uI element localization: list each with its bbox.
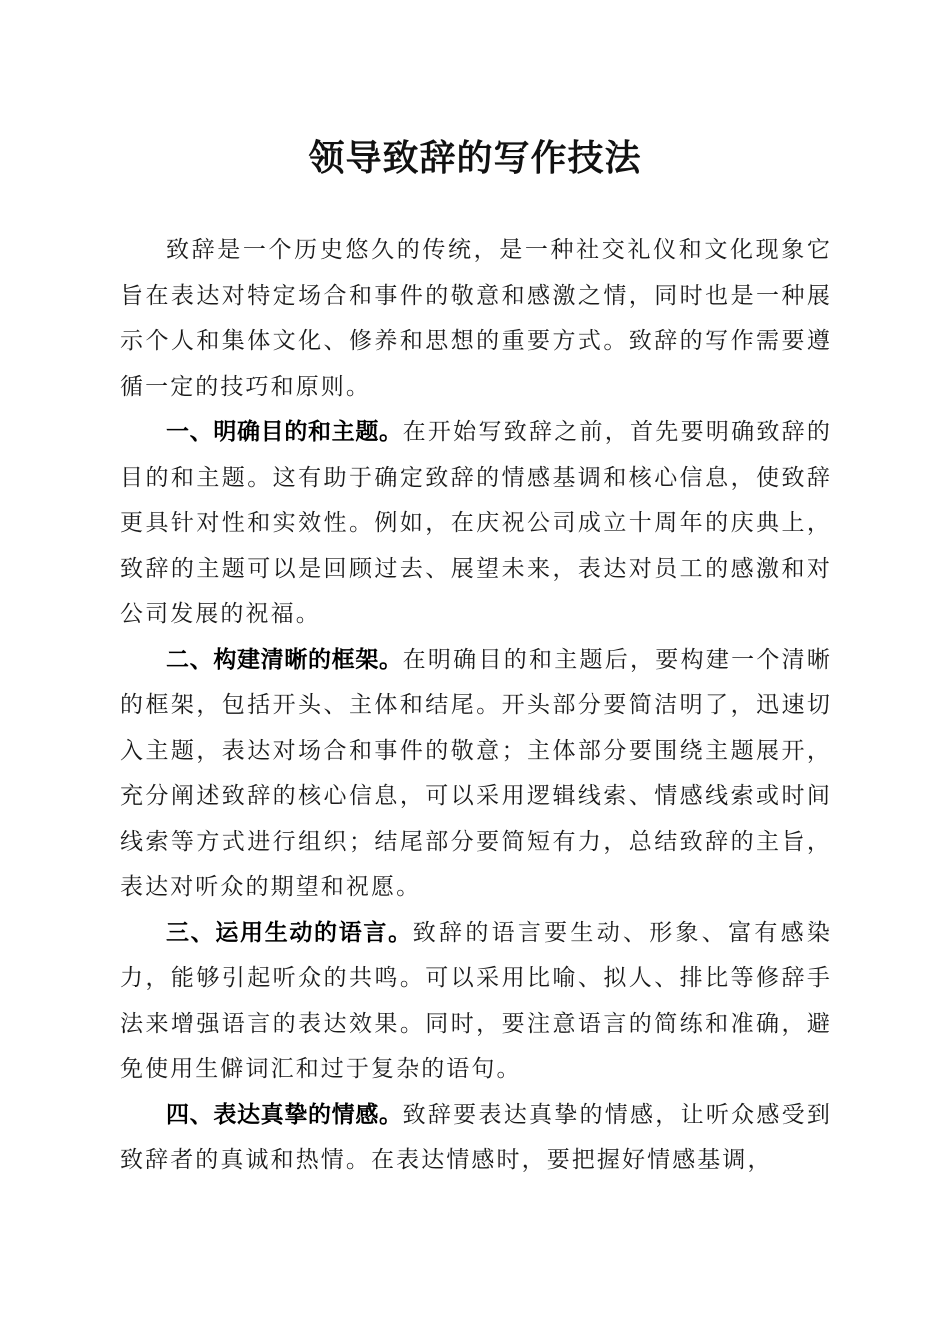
paragraph-text: 在明确目的和主题后，要构建一个清晰的框架，包括开头、主体和结尾。开头部分要简洁明了，迅速切入主题，表达对场合和事件的敬意；主体部分要围绕主题展开，充分阐述致辞的核心信息，可以采用逻辑线索、情感线索或时间线索等方式进行组织；结尾部分要简短有力，总结致辞的主旨，表达对听众的期望和祝愿。 [120, 646, 833, 900]
document-body [120, 228, 832, 1184]
paragraph-text: 致辞是一个历史悠久的传统，是一种社交礼仪和文化现象它旨在表达对特定场合和事件的敬意和感激之情，同时也是一种展示个人和集体文化、修养和思想的重要方式。致辞的写作需要遵循一定的技巧和原则。 [120, 237, 832, 400]
paragraph-section-3 [120, 911, 832, 1093]
paragraph-intro [120, 228, 832, 410]
document-title: 领导致辞的写作技法 [308, 137, 642, 179]
section-heading: 二、构建清晰的框架。 [166, 646, 403, 673]
paragraph-section-2 [120, 638, 832, 911]
section-heading: 三、运用生动的语言。 [166, 919, 413, 946]
paragraph-text: 致辞要表达真挚的情感，让听众感受到致辞者的真诚和热情。在表达情感时，要把握好情感基调， [120, 1101, 833, 1173]
paragraph-section-1 [120, 410, 832, 638]
paragraph-text: 致辞的语言要生动、形象、富有感染力，能够引起听众的共鸣。可以采用比喻、拟人、排比等修辞手法来增强语言的表达效果。同时，要注意语言的简练和准确，避免使用生僻词汇和过于复杂的语句。 [120, 919, 832, 1082]
paragraph-text: 在开始写致辞之前，首先要明确致辞的目的和主题。这有助于确定致辞的情感基调和核心信息，使致辞更具针对性和实效性。例如，在庆祝公司成立十周年的庆典上，致辞的主题可以是回顾过去、展望未来，表达对员工的感激和对公司发展的祝福。 [120, 419, 833, 627]
section-heading: 四、表达真挚的情感。 [166, 1101, 403, 1128]
paragraph-section-4 [120, 1093, 832, 1184]
section-heading: 一、明确目的和主题。 [166, 419, 403, 445]
